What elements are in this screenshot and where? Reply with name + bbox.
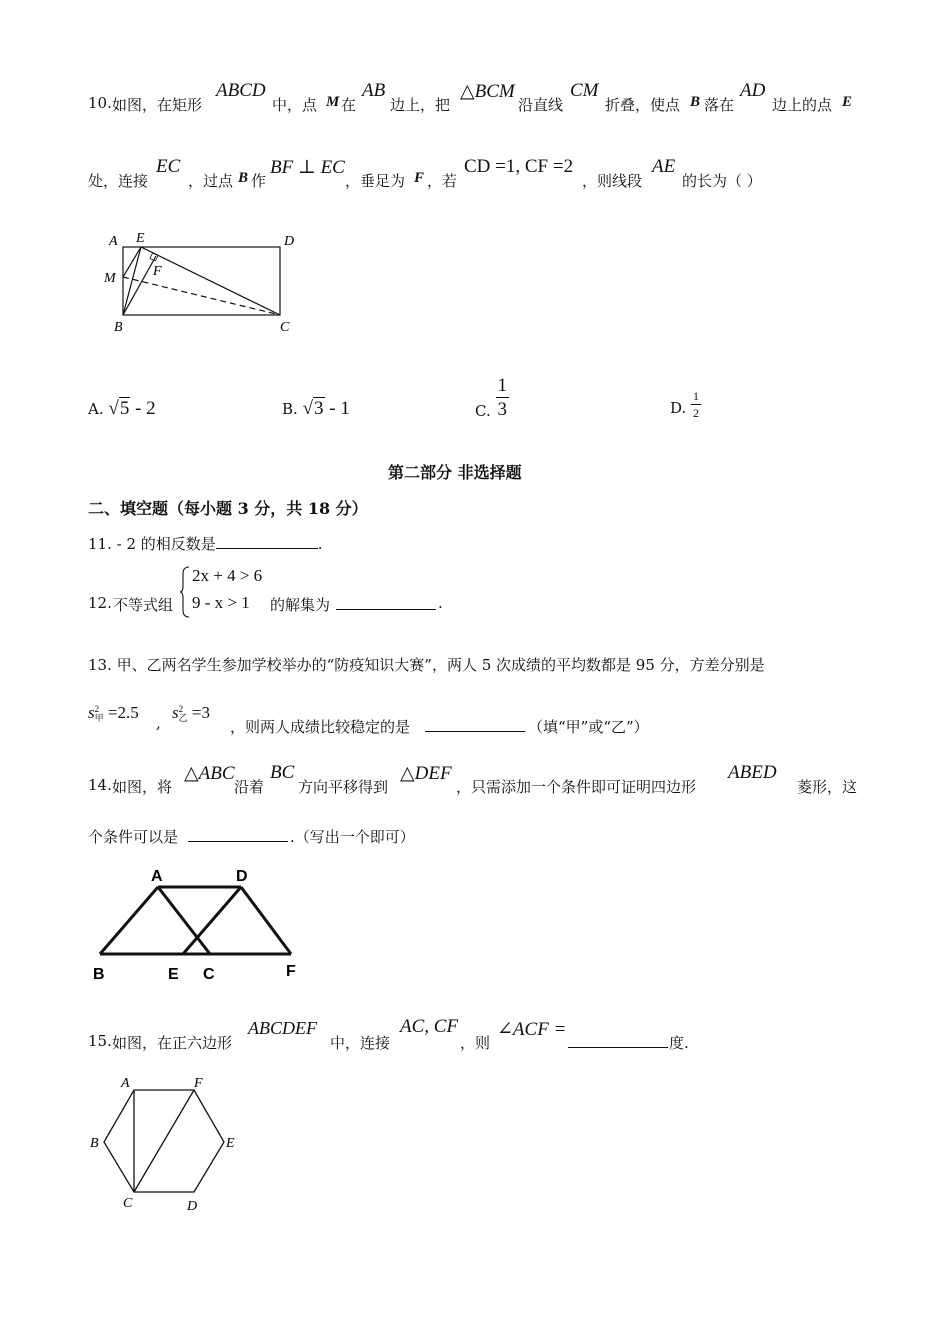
answer-blank[interactable] [216,534,318,549]
q14-text: 个条件可以是 [88,828,179,846]
q14-figure-translation [86,862,316,992]
q13-line1: 13. 甲、乙两名学生参加学校举办的“防疫知识大赛”，两人 5 次成绩的平均数都是 95 分，方差分别是 [88,656,765,674]
q10-text: ，过点 [188,172,234,190]
q15-end: 度. [669,1034,689,1052]
label-e: E [136,231,145,246]
label-c: C [203,966,215,983]
subscript: 乙 [178,713,188,724]
radicand: 3 [314,398,324,419]
answer-blank[interactable] [425,717,525,732]
q12-inequality-1: 2x + 4 > 6 [192,566,263,585]
option-label: D. [670,399,687,417]
option-label: B. [282,400,298,418]
q10-text: ，垂足为 [345,172,406,190]
q10-math-ec: EC [156,156,181,177]
q10-text: 折叠，使点 [605,96,681,114]
section-title: 二、填空题（每小题 3 分，共 18 分） [88,499,368,518]
q15-math-angle-acf: ∠ACF = [497,1019,567,1040]
label-c: C [280,320,290,335]
q13-end: （填“甲”或“乙”） [528,718,649,736]
radicand: 5 [119,398,130,419]
q10-text: ，则线段 [582,172,643,190]
q10-text: 的长为（ ） [682,172,762,190]
label-f: F [194,1076,203,1091]
subscript: 甲 [94,713,104,724]
answer-blank[interactable] [568,1033,668,1048]
q10-figure-rectangle [96,225,311,340]
q12-text: 的解集为 [270,596,331,614]
label-b: B [90,1136,99,1151]
value: =3 [191,703,210,722]
q10-text: 处，连接 [88,172,149,190]
superscript: 2 [178,704,184,715]
q10-math-bf-perp-ec: BF ⊥ EC [270,157,345,178]
value: =2.5 [107,703,139,722]
q10-text: 落在 [704,96,735,114]
q10-text: 在 [341,96,357,114]
q13-variance-1 [88,703,139,723]
q10-point-b: B [690,94,701,110]
q10-text: 沿直线 [518,96,564,114]
q14-number: 14. [88,776,112,794]
option-label: A. [88,400,104,418]
answer-blank[interactable] [336,595,436,610]
label-a: A [109,234,118,249]
sqrt-icon: √5 [108,398,130,419]
label-e: E [226,1136,235,1151]
sqrt-icon: √3 [302,398,324,419]
q12-number: 12. [88,594,112,612]
q11-number: 11. [88,535,112,553]
q10-point-f: F [414,170,425,186]
s-symbol: s [88,703,95,722]
question-11 [88,533,323,554]
q14-text: 方向平移得到 [298,778,389,796]
q15-number: 15. [88,1032,112,1050]
q10-option-b[interactable] [282,398,350,420]
q15-text: 中，连接 [330,1034,391,1052]
q15-text: 如图，在正六边形 [112,1034,233,1052]
q15-text: ，则 [460,1034,491,1052]
q14-text: 沿着 [234,778,265,796]
option-tail: - 2 [135,398,156,419]
q15-math-ac-cf: AC, CF [400,1016,459,1037]
q10-option-a[interactable] [88,398,156,420]
denominator: 3 [497,399,507,420]
q10-math-cm: CM [570,80,599,101]
q10-math-ad: AD [740,80,766,101]
numerator: 1 [497,375,507,396]
q10-math-bcm: △BCM [460,81,515,102]
label-d: D [284,234,295,249]
q14-text: ，只需添加一个条件即可证明四边形 [456,778,697,796]
q15-figure-hexagon [86,1070,246,1215]
q10-option-c[interactable] [475,376,509,420]
q10-math-ae: AE [652,156,676,177]
q10-math-ab: AB [362,80,386,101]
denominator: 2 [693,406,700,420]
q10-text: 边上的点 [772,96,833,114]
q14-text: 如图，将 [112,778,173,796]
q10-point-b: B [238,170,249,186]
q14-math-abed: ABED [728,762,777,783]
label-c: C [123,1196,133,1211]
label-a: A [121,1076,130,1091]
q10-point-m: M [326,94,340,110]
q14-text: .（写出一个即可） [290,828,415,846]
part-title: 第二部分 非选择题 [388,463,522,482]
label-f: F [286,963,296,980]
label-d: D [187,1199,198,1214]
q14-text: 菱形，这 [797,778,858,796]
q10-text: 中，点 [272,96,318,114]
q12-inequality-2: 9 - x > 1 [192,593,250,612]
answer-blank[interactable] [188,827,288,842]
option-tail: - 1 [329,398,350,419]
q10-math-condition: CD =1, CF =2 [464,156,574,177]
s-symbol: s [172,703,179,722]
q11-text: - 2 的相反数是 [116,535,216,553]
numerator: 1 [693,389,700,403]
q11-end: . [317,535,323,553]
label-e: E [168,966,179,983]
q10-text: 如图，在矩形 [112,96,203,114]
q13-text: ，则两人成绩比较稳定的是 [230,718,411,736]
label-b: B [114,320,123,335]
q10-text: 作 [251,172,267,190]
q13-comma: , [156,714,161,732]
label-f: F [153,264,162,279]
q10-text: 边上，把 [390,96,451,114]
q14-math-abc: △ABC [184,763,235,784]
q10-math-abcd: ABCD [216,80,266,101]
label-d: D [236,868,248,885]
q12-end: . [438,594,443,612]
label-m: M [104,271,116,286]
fraction [496,376,510,419]
q10-text: ，若 [427,172,458,190]
q14-math-def: △DEF [400,763,452,784]
q12-text: 不等式组 [113,596,174,614]
q15-math-abcdef: ABCDEF [248,1018,317,1038]
superscript: 2 [94,704,100,715]
label-b: B [93,966,105,983]
option-label: C. [475,402,491,420]
label-a: A [151,868,163,885]
q10-option-d[interactable] [670,390,701,419]
brace-icon [180,566,190,618]
q13-variance-2 [172,703,210,723]
q14-math-bc: BC [270,762,295,783]
q10-point-e: E [842,94,853,110]
fraction [691,390,701,419]
q10-number: 10. [88,94,112,112]
